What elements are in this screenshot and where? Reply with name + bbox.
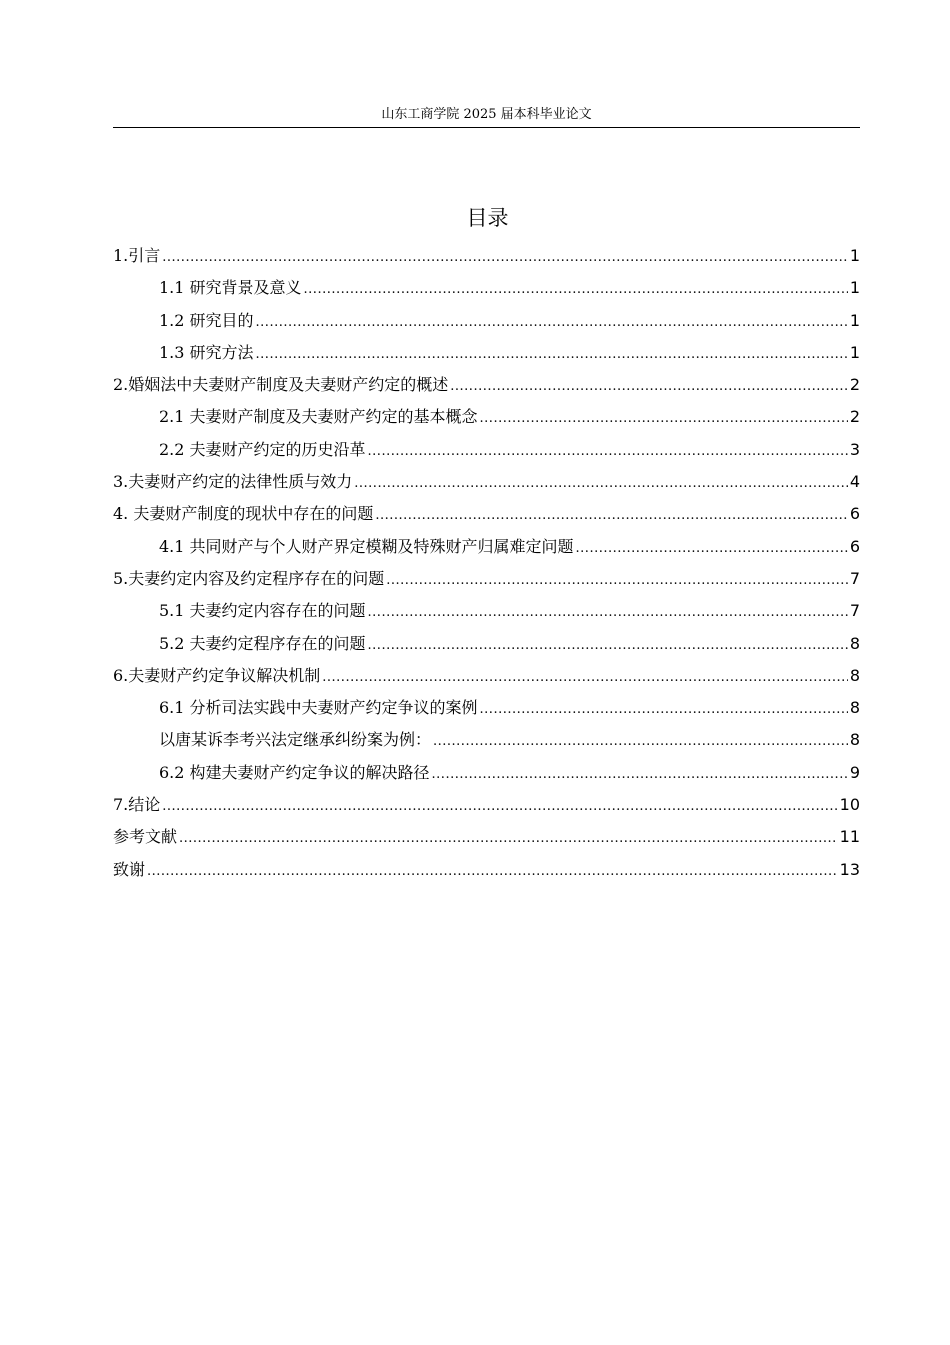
toc-entry[interactable] bbox=[113, 821, 860, 853]
page-header: 山东工商学院 2025 届本科毕业论文 bbox=[381, 107, 592, 122]
toc-entry[interactable] bbox=[113, 337, 860, 369]
toc-entry-page: 1 bbox=[849, 278, 860, 298]
toc-entry[interactable] bbox=[113, 595, 860, 627]
toc-leader bbox=[375, 500, 847, 532]
toc-entry-text: 1.1 研究背景及意义 bbox=[159, 278, 302, 298]
toc-entry-page: 9 bbox=[849, 762, 860, 782]
toc-entry-text: 2.婚姻法中夫妻财产制度及夫妻财产约定的概述 bbox=[113, 375, 449, 395]
toc-entry-text: 以唐某诉李考兴法定继承纠纷案为例： bbox=[159, 730, 432, 750]
toc-entry-text: 致谢 bbox=[113, 859, 146, 879]
toc-entry-page: 1 bbox=[849, 310, 860, 330]
toc-entry[interactable] bbox=[113, 692, 860, 724]
toc-entry-text: 3.夫妻财产约定的法律性质与效力 bbox=[113, 472, 353, 492]
toc-leader bbox=[450, 371, 848, 403]
toc-entry-text: 5.2 夫妻约定程序存在的问题 bbox=[159, 633, 366, 653]
toc-entry[interactable] bbox=[113, 240, 860, 272]
toc-entry[interactable] bbox=[113, 789, 860, 821]
toc-entry[interactable] bbox=[113, 563, 860, 595]
toc-entry-text: 参考文献 bbox=[113, 827, 178, 847]
toc-leader bbox=[368, 597, 848, 629]
toc-leader bbox=[256, 339, 848, 371]
toc-entry[interactable] bbox=[113, 498, 860, 530]
toc-entry-text: 1.3 研究方法 bbox=[159, 342, 254, 362]
toc-entry-page: 13 bbox=[839, 859, 860, 879]
toc-leader bbox=[179, 823, 838, 855]
toc-leader bbox=[162, 242, 848, 274]
toc-entry-text: 2.1 夫妻财产制度及夫妻财产约定的基本概念 bbox=[159, 407, 478, 427]
toc-entry-text: 1.引言 bbox=[113, 246, 161, 265]
toc-entry-page: 3 bbox=[849, 439, 860, 459]
toc-entry-page: 8 bbox=[849, 665, 860, 685]
toc-leader bbox=[432, 759, 848, 791]
toc-entry-page: 2 bbox=[849, 407, 860, 427]
toc-entry[interactable] bbox=[113, 369, 860, 401]
toc-entry-text: 4.1 共同财产与个人财产界定模糊及特殊财产归属难定问题 bbox=[159, 536, 574, 556]
toc-entry[interactable] bbox=[113, 305, 860, 337]
toc-entry-page: 8 bbox=[849, 730, 860, 750]
toc-leader bbox=[304, 274, 848, 306]
toc-entry-text: 7.结论 bbox=[113, 795, 161, 815]
toc-entry[interactable] bbox=[113, 660, 860, 692]
toc-entry-page: 8 bbox=[849, 698, 860, 718]
toc-leader bbox=[147, 856, 838, 888]
toc-entry-text: 5.1 夫妻约定内容存在的问题 bbox=[159, 601, 366, 621]
toc-leader bbox=[162, 791, 837, 823]
toc-leader bbox=[256, 307, 848, 339]
toc-entry[interactable] bbox=[113, 434, 860, 466]
toc-title: 目录 bbox=[466, 206, 509, 230]
toc-entry-text: 2.2 夫妻财产约定的历史沿革 bbox=[159, 439, 366, 459]
toc-leader bbox=[480, 694, 848, 726]
toc-leader bbox=[480, 403, 848, 435]
toc-entry-page: 6 bbox=[849, 504, 860, 524]
toc-leader bbox=[368, 630, 848, 662]
toc-entry[interactable] bbox=[113, 466, 860, 498]
toc-entry[interactable] bbox=[113, 757, 860, 789]
toc-entry-page: 4 bbox=[849, 472, 860, 492]
toc-entry[interactable] bbox=[113, 854, 860, 886]
toc-entry[interactable] bbox=[113, 724, 860, 756]
toc-leader bbox=[386, 565, 848, 597]
toc-entry[interactable] bbox=[113, 401, 860, 433]
table-of-contents bbox=[113, 240, 860, 886]
toc-entry-page: 1 bbox=[849, 342, 860, 362]
toc-entry-page: 11 bbox=[839, 827, 860, 847]
toc-entry-page: 6 bbox=[849, 536, 860, 556]
toc-entry-page: 7 bbox=[849, 601, 860, 621]
toc-entry-page: 8 bbox=[849, 633, 860, 653]
toc-leader bbox=[354, 468, 848, 500]
toc-entry-page: 2 bbox=[849, 375, 860, 395]
header-rule bbox=[113, 127, 860, 128]
toc-entry-text: 6.2 构建夫妻财产约定争议的解决路径 bbox=[159, 762, 430, 782]
toc-entry-page: 1 bbox=[849, 246, 860, 265]
toc-entry[interactable] bbox=[113, 531, 860, 563]
toc-entry-text: 5.夫妻约定内容及约定程序存在的问题 bbox=[113, 568, 385, 588]
toc-leader bbox=[322, 662, 848, 694]
toc-entry-text: 1.2 研究目的 bbox=[159, 310, 254, 330]
toc-leader bbox=[433, 726, 848, 758]
toc-leader bbox=[368, 436, 848, 468]
toc-entry[interactable] bbox=[113, 272, 860, 304]
toc-entry-text: 4. 夫妻财产制度的现状中存在的问题 bbox=[113, 504, 374, 524]
toc-leader bbox=[576, 533, 848, 565]
toc-entry[interactable] bbox=[113, 628, 860, 660]
toc-entry-page: 7 bbox=[849, 568, 860, 588]
toc-entry-text: 6.1 分析司法实践中夫妻财产约定争议的案例 bbox=[159, 698, 478, 718]
toc-entry-page: 10 bbox=[839, 795, 860, 815]
toc-entry-text: 6.夫妻财产约定争议解决机制 bbox=[113, 665, 321, 685]
